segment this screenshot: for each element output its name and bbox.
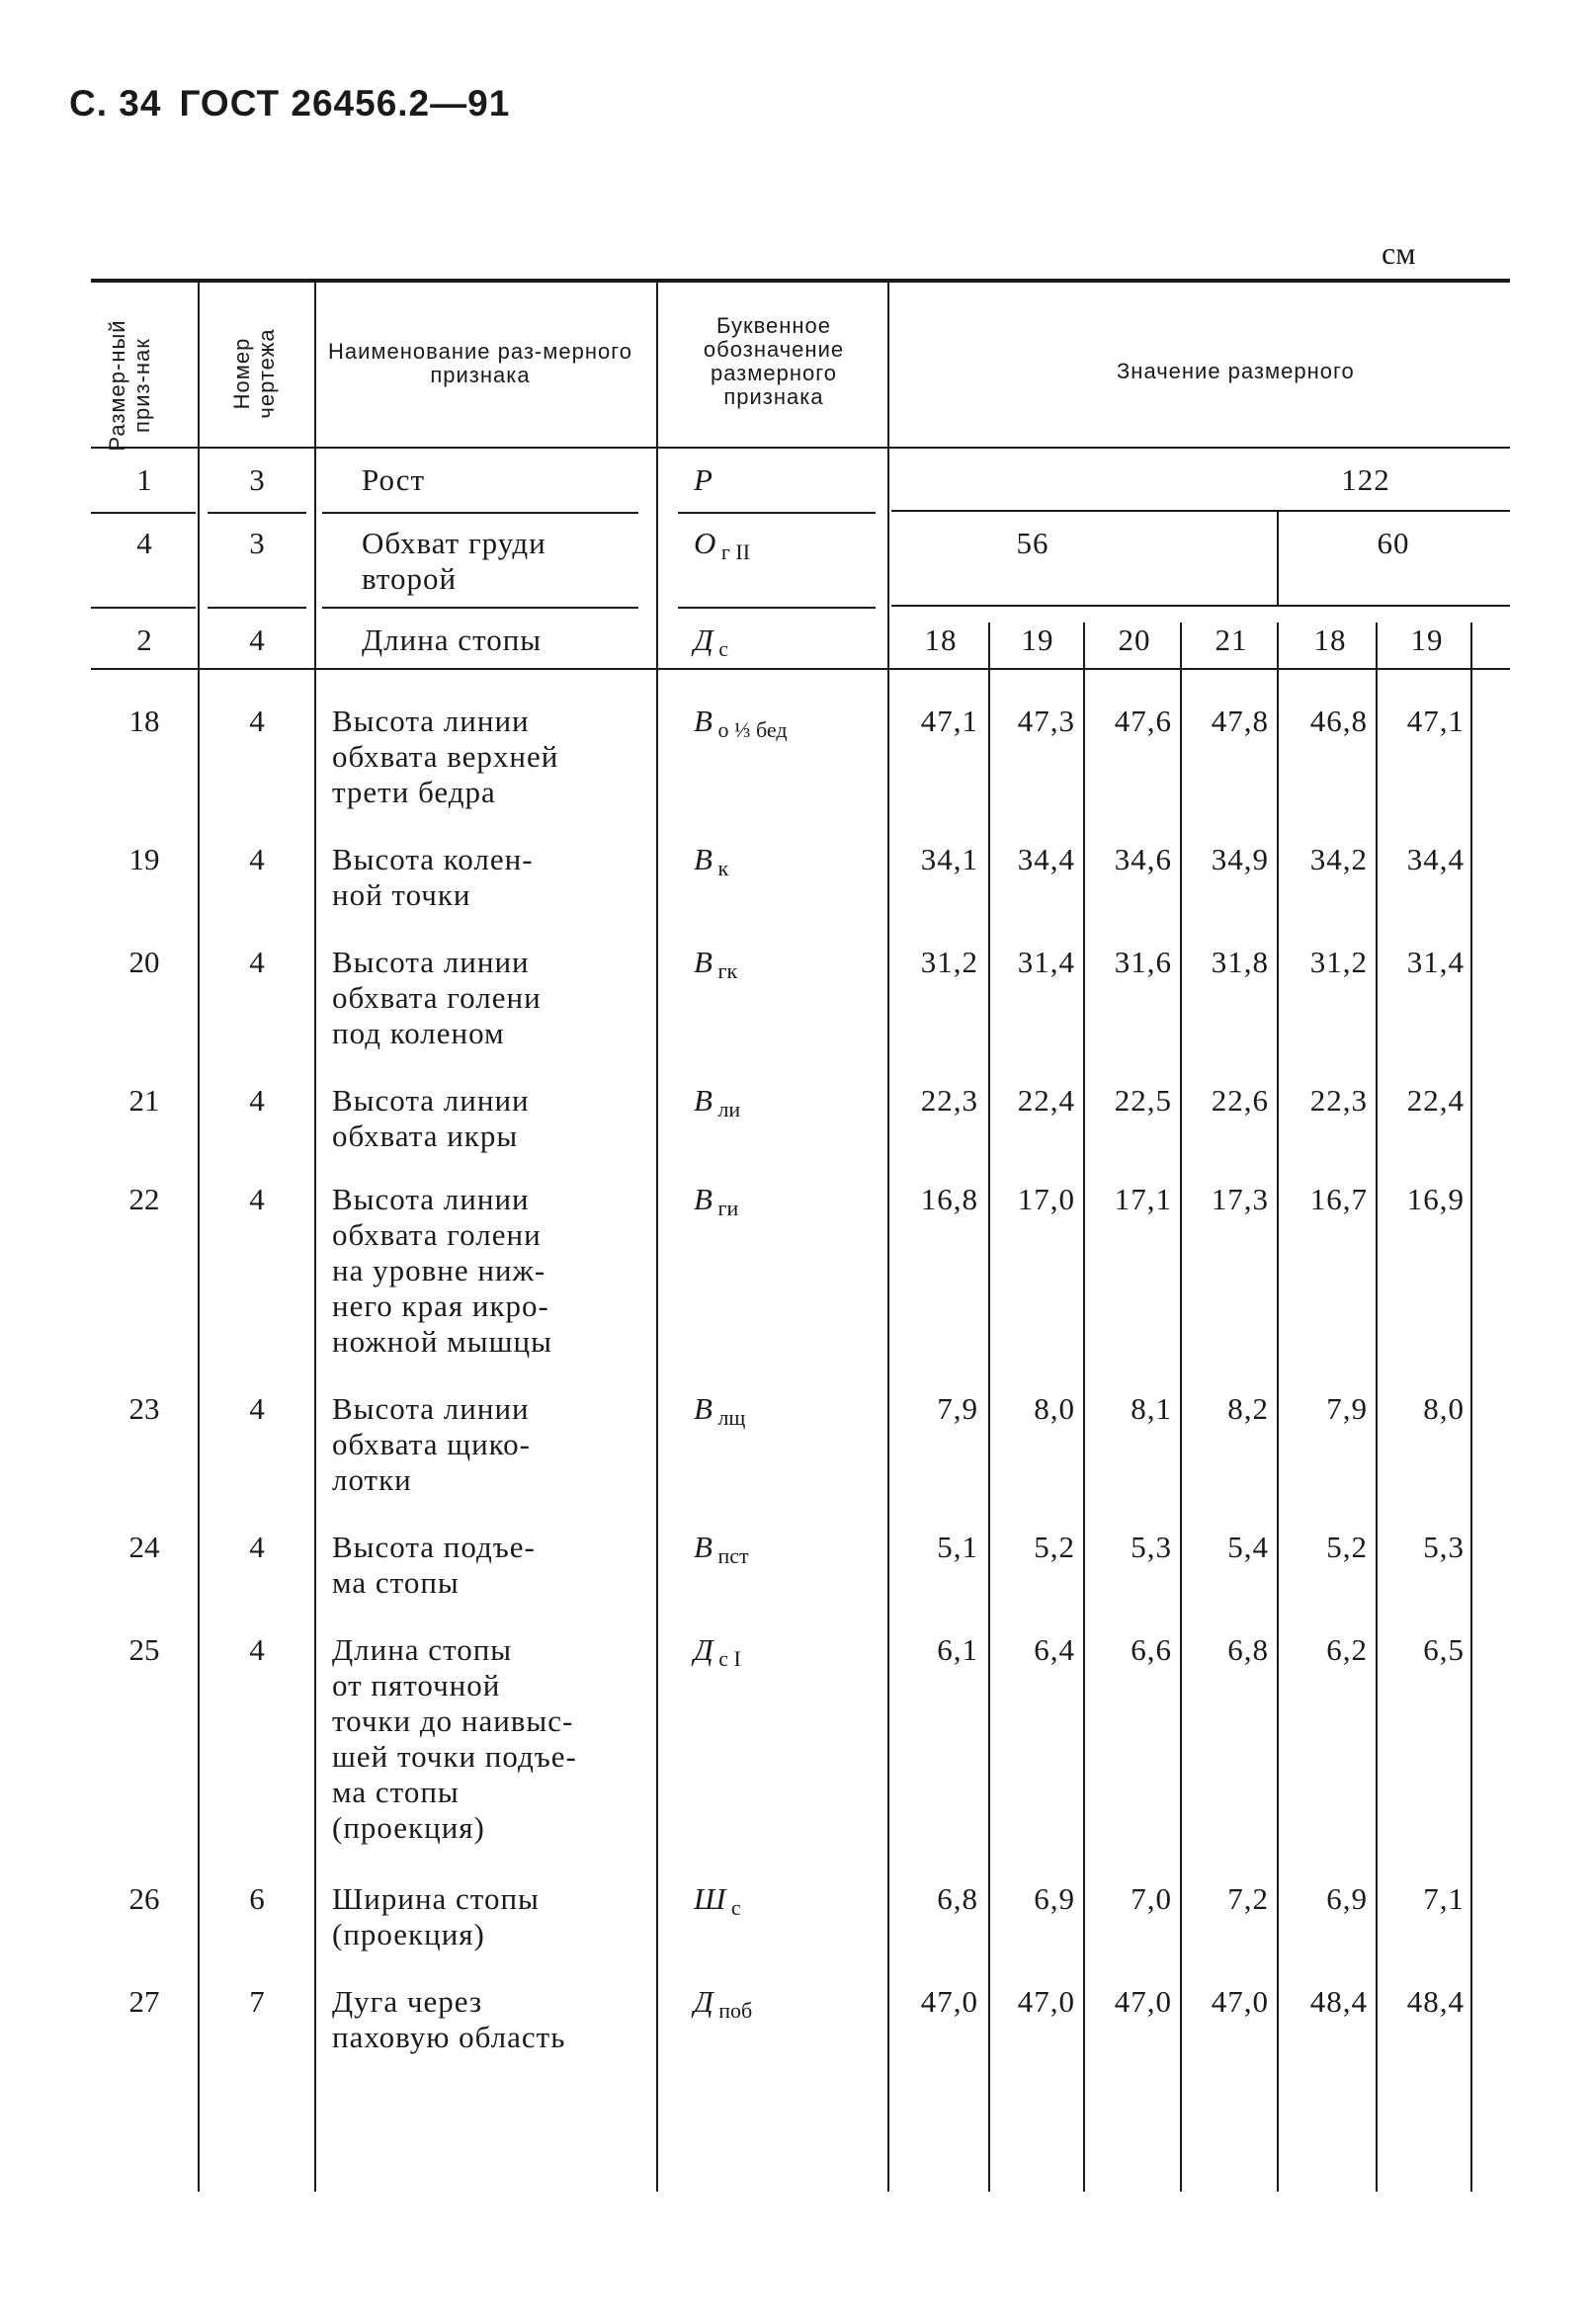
symbol-cell <box>694 1391 745 1436</box>
drawing-no: 4 <box>249 1182 265 1216</box>
value-cell: 22,3 <box>920 1083 978 1118</box>
feature-no: 19 <box>128 842 160 876</box>
row-sep <box>208 512 306 514</box>
value-cell: 47,0 <box>1211 1984 1269 2019</box>
symbol-sub: ли <box>712 1097 741 1121</box>
page-label: С. 34 <box>69 83 162 124</box>
row-sep <box>678 607 876 609</box>
feature-name: Высота подъе- ма стопы <box>332 1530 536 1600</box>
standard-title: ГОСТ 26456.2—91 <box>179 83 511 124</box>
value-cell: 7,9 <box>937 1391 978 1426</box>
header-name: Наименование раз-мерного признака <box>327 339 632 387</box>
value-cell: 31,2 <box>920 945 978 979</box>
value-cell: 31,4 <box>1017 945 1075 979</box>
drawing-no: 4 <box>249 945 265 979</box>
param-name: Длина стопы <box>362 622 543 657</box>
value-cell: 31,8 <box>1211 945 1269 979</box>
header-feature-no: Размер-ный приз-нак <box>105 319 154 452</box>
value-cell: 46,8 <box>1309 704 1368 738</box>
value-cell: 8,1 <box>1131 1391 1172 1426</box>
symbol-main: О <box>694 526 716 560</box>
col-rule <box>656 281 658 2192</box>
value-cell: 6,6 <box>1131 1632 1172 1667</box>
col-rule <box>198 281 200 2192</box>
symbol-sub: г II <box>715 540 751 564</box>
value-cell: 47,0 <box>920 1984 978 2019</box>
feature-name: Ширина стопы (проекция) <box>332 1881 540 1951</box>
symbol-main: Д <box>694 1984 713 2019</box>
symbol-cell <box>694 1530 749 1574</box>
feature-name: Длина стопы от пяточной точки до наивыс- шей точки подъе- ма стопы (проекция) <box>332 1632 577 1845</box>
symbol-sub: с <box>713 636 728 661</box>
value-cell: 16,9 <box>1406 1182 1465 1216</box>
growth-group-rule <box>891 510 1510 512</box>
value-cell: 6,2 <box>1326 1632 1368 1667</box>
symbol-main: Д <box>694 622 713 657</box>
symbol-sub: поб <box>713 1998 753 2023</box>
header-drawing-no: Номер чертежа <box>229 328 279 419</box>
symbol-cell <box>694 1632 741 1677</box>
value-cell: 5,1 <box>937 1530 978 1564</box>
value-cell: 22,6 <box>1211 1083 1269 1118</box>
value-cell: 47,3 <box>1017 704 1075 738</box>
size-value: 18 <box>924 622 958 657</box>
row-sep <box>322 512 638 514</box>
param-feature-no: 2 <box>136 622 152 657</box>
symbol-sub: гк <box>712 958 738 983</box>
value-cell: 34,6 <box>1114 842 1172 876</box>
feature-no: 23 <box>128 1391 160 1426</box>
col-rule <box>314 281 316 2192</box>
group-value: 122 <box>1341 462 1390 497</box>
value-cell: 47,6 <box>1114 704 1172 738</box>
value-cell: 48,4 <box>1309 1984 1368 2019</box>
value-cell: 7,2 <box>1227 1881 1269 1916</box>
header-symbol: Буквенное обозначение размерного признака <box>703 313 845 409</box>
row-sep <box>208 607 306 609</box>
value-cell: 5,3 <box>1423 1530 1465 1564</box>
drawing-no: 4 <box>249 704 265 738</box>
size-value: 18 <box>1313 622 1347 657</box>
value-cell: 6,5 <box>1423 1632 1465 1667</box>
value-cell: 34,4 <box>1017 842 1075 876</box>
param-name: Рост <box>362 462 426 497</box>
drawing-no: 4 <box>249 1083 265 1118</box>
symbol-main: В <box>694 842 713 876</box>
symbol-sub: пст <box>712 1543 749 1568</box>
group-rule <box>1277 510 1279 605</box>
group-value: 56 <box>1016 526 1049 560</box>
value-cell: 47,1 <box>1406 704 1465 738</box>
symbol-sub: с I <box>713 1646 741 1671</box>
value-cell: 7,0 <box>1131 1881 1172 1916</box>
value-cell: 47,8 <box>1211 704 1269 738</box>
row-sep <box>322 607 638 609</box>
symbol-main: В <box>694 1182 713 1216</box>
group-value: 60 <box>1377 526 1410 560</box>
value-cell: 48,4 <box>1406 1984 1465 2019</box>
drawing-no: 4 <box>249 1391 265 1426</box>
feature-name: Высота колен- ной точки <box>332 842 534 912</box>
symbol-main: В <box>694 1530 713 1564</box>
value-cell: 22,4 <box>1406 1083 1465 1118</box>
row-sep <box>91 512 196 514</box>
symbol-main: В <box>694 704 713 738</box>
param-drawing-no: 3 <box>249 462 265 497</box>
drawing-no: 4 <box>249 1530 265 1564</box>
symbol-main: Д <box>694 1632 713 1667</box>
value-cell: 6,8 <box>1227 1632 1269 1667</box>
value-cell: 7,1 <box>1423 1881 1465 1916</box>
value-cell: 31,6 <box>1114 945 1172 979</box>
value-cell: 17,3 <box>1211 1182 1269 1216</box>
feature-no: 22 <box>128 1182 160 1216</box>
symbol-cell <box>694 1182 738 1226</box>
param-drawing-no: 4 <box>249 622 265 657</box>
size-value: 19 <box>1410 622 1444 657</box>
value-cell: 22,4 <box>1017 1083 1075 1118</box>
value-cell: 6,8 <box>937 1881 978 1916</box>
feature-name: Высота линии обхвата голени на уровне ниж- него края икро- ножной мышцы <box>332 1182 552 1359</box>
val-col-rule <box>1470 622 1472 2192</box>
symbol-sub: лщ <box>712 1405 746 1430</box>
value-cell: 6,1 <box>937 1632 978 1667</box>
symbol-sub: о ⅓ бед <box>712 717 788 742</box>
value-cell: 17,1 <box>1114 1182 1172 1216</box>
header-bottom-rule <box>91 447 1510 449</box>
value-cell: 6,9 <box>1034 1881 1075 1916</box>
chest-group-rule <box>891 605 1510 607</box>
value-cell: 22,3 <box>1309 1083 1368 1118</box>
row-sep <box>678 512 876 514</box>
value-cell: 34,4 <box>1406 842 1465 876</box>
symbol-cell <box>694 1984 752 2029</box>
unit-label: см <box>1382 235 1416 271</box>
value-cell: 8,2 <box>1227 1391 1269 1426</box>
feature-name: Дуга через паховую область <box>332 1984 566 2054</box>
feature-no: 26 <box>128 1881 160 1916</box>
param-feature-no: 1 <box>136 462 152 497</box>
value-cell: 7,9 <box>1326 1391 1368 1426</box>
size-value: 19 <box>1021 622 1054 657</box>
feature-no: 24 <box>128 1530 160 1564</box>
value-cell: 16,7 <box>1309 1182 1368 1216</box>
value-cell: 6,4 <box>1034 1632 1075 1667</box>
value-cell: 34,2 <box>1309 842 1368 876</box>
symbol-main: Р <box>694 462 713 497</box>
symbol-main: В <box>694 1083 713 1118</box>
page-header <box>69 83 510 124</box>
symbol-main: В <box>694 1391 713 1426</box>
feature-name: Высота линии обхвата икры <box>332 1083 530 1153</box>
value-cell: 31,4 <box>1406 945 1465 979</box>
param-drawing-no: 3 <box>249 526 265 560</box>
param-name: Обхват груди второй <box>362 526 546 596</box>
header-values: Значение размерного <box>1117 359 1355 383</box>
feature-name: Высота линии обхвата щико- лотки <box>332 1391 531 1497</box>
table-top-rule <box>91 279 1510 283</box>
drawing-no: 4 <box>249 1632 265 1667</box>
drawing-no: 6 <box>249 1881 265 1916</box>
symbol-main: В <box>694 945 713 979</box>
value-cell: 47,1 <box>920 704 978 738</box>
value-cell: 8,0 <box>1034 1391 1075 1426</box>
drawing-no: 4 <box>249 842 265 876</box>
feature-no: 18 <box>128 704 160 738</box>
value-cell: 47,0 <box>1017 1984 1075 2019</box>
symbol-cell <box>694 704 788 748</box>
symbol-sub: ги <box>712 1196 739 1220</box>
value-cell: 16,8 <box>920 1182 978 1216</box>
feature-no: 21 <box>128 1083 160 1118</box>
feature-name: Высота линии обхвата верхней трети бедра <box>332 704 559 809</box>
value-cell: 5,4 <box>1227 1530 1269 1564</box>
size-value: 21 <box>1215 622 1248 657</box>
symbol-cell <box>694 945 737 989</box>
feature-no: 20 <box>128 945 160 979</box>
value-cell: 22,5 <box>1114 1083 1172 1118</box>
symbol-cell <box>694 1881 741 1926</box>
value-cell: 17,0 <box>1017 1182 1075 1216</box>
value-cell: 5,2 <box>1034 1530 1075 1564</box>
param-feature-no: 4 <box>136 526 152 560</box>
value-cell: 5,3 <box>1131 1530 1172 1564</box>
row-sep <box>91 607 196 609</box>
size-value: 20 <box>1118 622 1151 657</box>
symbol-cell <box>694 622 728 667</box>
symbol-cell <box>694 842 728 886</box>
value-cell: 5,2 <box>1326 1530 1368 1564</box>
params-bottom-rule <box>91 668 1510 670</box>
value-cell: 34,9 <box>1211 842 1269 876</box>
symbol-sub: с <box>725 1895 741 1920</box>
symbol-cell <box>694 1083 740 1127</box>
value-cell: 31,2 <box>1309 945 1368 979</box>
feature-name: Высота линии обхвата голени под коленом <box>332 945 542 1050</box>
symbol-main: Ш <box>694 1881 726 1916</box>
value-cell: 47,0 <box>1114 1984 1172 2019</box>
feature-no: 27 <box>128 1984 160 2019</box>
value-cell: 34,1 <box>920 842 978 876</box>
value-cell: 8,0 <box>1423 1391 1465 1426</box>
value-cell: 6,9 <box>1326 1881 1368 1916</box>
symbol-cell <box>694 462 713 498</box>
feature-no: 25 <box>128 1632 160 1667</box>
symbol-cell <box>694 526 750 570</box>
symbol-sub: к <box>712 856 729 880</box>
drawing-no: 7 <box>249 1984 265 2019</box>
